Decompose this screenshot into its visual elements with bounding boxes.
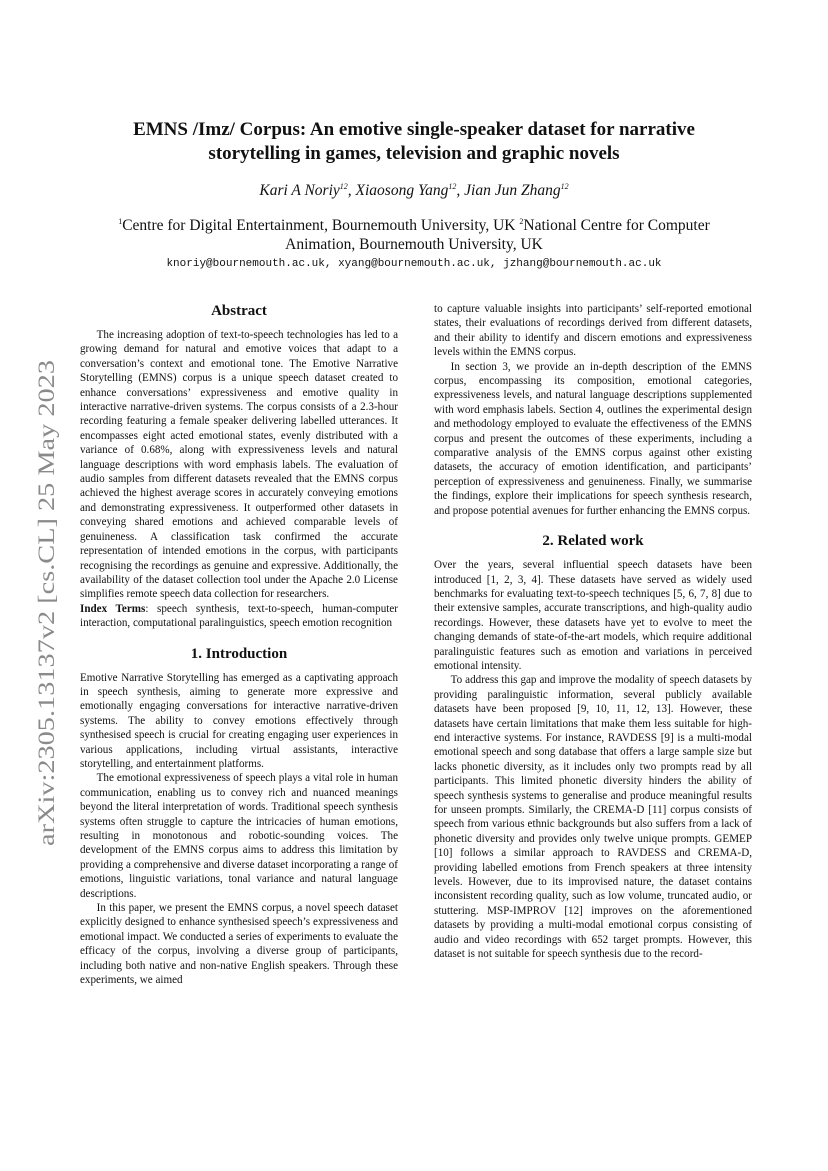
author-affiliation-marker: 12 xyxy=(560,181,569,191)
abstract-body: The increasing adoption of text-to-speech technologies has led to a growing demand for natural and emotive voices that adapt to a conversation’s context and emotional tone. The Emotive Narrative Storytelling (EMNS) corpus is a unique speech dataset created to enhance conversations’ expressiveness and emotive quality in interactive narrative-driven systems. The corpus consists of a 2.3-hour recording featuring a female speaker delivering labelled utterances. It encompasses eight acted emotional states, evenly distributed with a variance of 0.68%, along with expressiveness levels and natural language descriptions with word emphasis labels. The evaluation of audio samples from different datasets revealed that the EMNS corpus achieved the highest average scores in accurately conveying emotions and demonstrating expressiveness. It outperformed other datasets in conveying shared emotions and achieved comparable levels of genuineness. A classification task confirmed the accurate representation of intended emotions in the corpus, with participants recognising the recordings as genuine and expressive. Additionally, the availability of the dataset collection tool under the Apache 2.0 License simplifies remote speech data collection for researchers. xyxy=(80,329,398,601)
author-list: Kari A Noriy$^{12}$, Xiaosong Yang$^{12}$, Jian Jun Zhang$^{12}$ xyxy=(259,181,569,199)
intro-paragraph: The emotional expressiveness of speech plays a vital role in human communication, enabling us to convey rich and nuanced meanings beyond the literal interpretation of words. Traditional speech synthesis systems often struggle to capture the intricacies of human emotions, resulting in monotonous and robotic-sounding voices. The development of the EMNS corpus aims to address this limitation by providing a comprehensive and diverse dataset incorporating a range of emotions, linguistic variations, tonal variance and natural language descriptions. xyxy=(80,772,398,900)
affiliation-text: National Centre for Computer Animation, Bournemouth University, UK xyxy=(285,217,710,253)
affiliation-text: Centre for Digital Entertainment, Bournemouth University, UK xyxy=(122,217,520,234)
affiliations xyxy=(90,216,738,254)
intro-paragraph: Emotive Narrative Storytelling has emerged as a captivating approach in speech synthesis, aiming to generate more expressive and emotionally engaging conversations for interactive narrative-driven systems. The ability to convey emotions effectively through synthesised speech is crucial for creating engaging user experiences in various applications, including virtual assistants, interactive storytelling, and entertainment platforms. xyxy=(80,671,398,770)
related-paragraph: To address this gap and improve the modality of speech datasets by providing paralinguistic information, several publicly available datasets have been proposed [9, 10, 11, 12, 13]. However, these datasets have certain limitations that make them less suitable for high-end interactive systems. For instance, RAVDESS [9] is a multi-modal emotional speech and song database that offers a large sample size but lacks phonetic diversity, as it includes only two prompts read by all participants. This limited phonetic diversity hinders the ability of speech synthesis systems to generalise and produce meaningful results for unseen prompts. Similarly, the CREMA-D [11] corpus consists of speech from various ethnic backgrounds but also suffers from a lack of phonetic diversity and provides only twelve unique prompts. GEMEP [10] follows a similar approach to RAVDESS and CREMA-D, providing labelled emotions from French speakers at three intensity levels. However, due to its improvised nature, the dataset contains inconsistent recording quality, such as low volume, truncated audio, or stuttering. MSP-IMPROV [12] improves on the aforementioned datasets by providing a multi-modal emotional corpus consisting of audio and video recordings with 652 target prompts. However, this dataset is not suitable for speech synthesis due to the record- xyxy=(434,674,752,961)
arxiv-identifier xyxy=(26,358,66,848)
affiliation-marker: 1 xyxy=(118,216,123,226)
author-name: Kari A Noriy xyxy=(259,182,340,199)
left-column xyxy=(80,302,398,987)
intro-paragraph-continued: to capture valuable insights into participants’ self-reported emotional states, their evaluations of recordings derived from different datasets, and their ability to identify and discern emotions and expressiveness levels within the EMNS corpus. xyxy=(434,303,752,359)
index-terms xyxy=(80,602,398,631)
index-terms-text: : speech synthesis, text-to-speech, human-computer interaction, computational paralinguistics, speech emotion recognition xyxy=(80,602,398,630)
author-name: Xiaosong Yang xyxy=(355,182,449,199)
section-heading-introduction: 1. Introduction xyxy=(190,645,288,662)
right-column xyxy=(434,302,752,961)
abstract-heading: Abstract xyxy=(211,303,267,319)
intro-paragraph: In section 3, we provide an in-depth description of the EMNS corpus, encompassing its composition, emotional categories, expressiveness levels, and natural language descriptions supplemented with word emphasis labels. Section 4, outlines the experimental design and methodology employed to evaluate the effectiveness of the EMNS corpus and present the outcomes of these experiments, including a comparative analysis of the EMNS corpus against other existing datasets, the accuracy of emotion identification, and participants’ perception of expressiveness and genuineness. Finally, we summarise the findings, explore their implications for speech synthesis research, and propose potential avenues for further enhancing the EMNS corpus. xyxy=(434,360,752,517)
author-affiliation-marker: 12 xyxy=(339,181,348,191)
intro-paragraph: In this paper, we present the EMNS corpus, a novel speech dataset explicitly designed to enhance synthesised speech’s expressiveness and emotional impact. We conducted a series of experiments to evaluate the efficacy of the corpus, involving a diverse group of participants, including both native and non-native English speakers. Through these experiments, we aimed xyxy=(80,902,398,987)
author-affiliation-marker: 12 xyxy=(448,181,457,191)
related-paragraph: Over the years, several influential speech datasets have been introduced [1, 2, 3, 4]. These datasets have served as widely used benchmarks for evaluating text-to-speech techniques [5, 6, 7, 8] due to their extensive samples, accurate transcriptions, and high-quality audio recordings. However, these datasets have yet to evolve to meet the changing demands of state-of-the-art models, which require additional paralinguistic features such as emotion and variations in perceived emotional intensity. xyxy=(434,559,752,672)
author-emails: knoriy@bournemouth.ac.uk, xyang@bournemouth.ac.uk, jzhang@bournemouth.ac.uk xyxy=(166,258,662,270)
affiliation-marker: 2 xyxy=(519,216,524,226)
section-heading-related-work: 2. Related work xyxy=(542,533,644,550)
paper-title: EMNS /Imz/ Corpus: An emotive single-speaker dataset for narrative storytelling in games, television and graphic novels xyxy=(133,119,695,164)
index-terms-label: Index Terms xyxy=(80,602,146,615)
arxiv-id-text: arXiv:2305.13137v2 [cs.CL] 25 May 2023 xyxy=(34,451,59,846)
author-name: Jian Jun Zhang xyxy=(464,182,561,199)
